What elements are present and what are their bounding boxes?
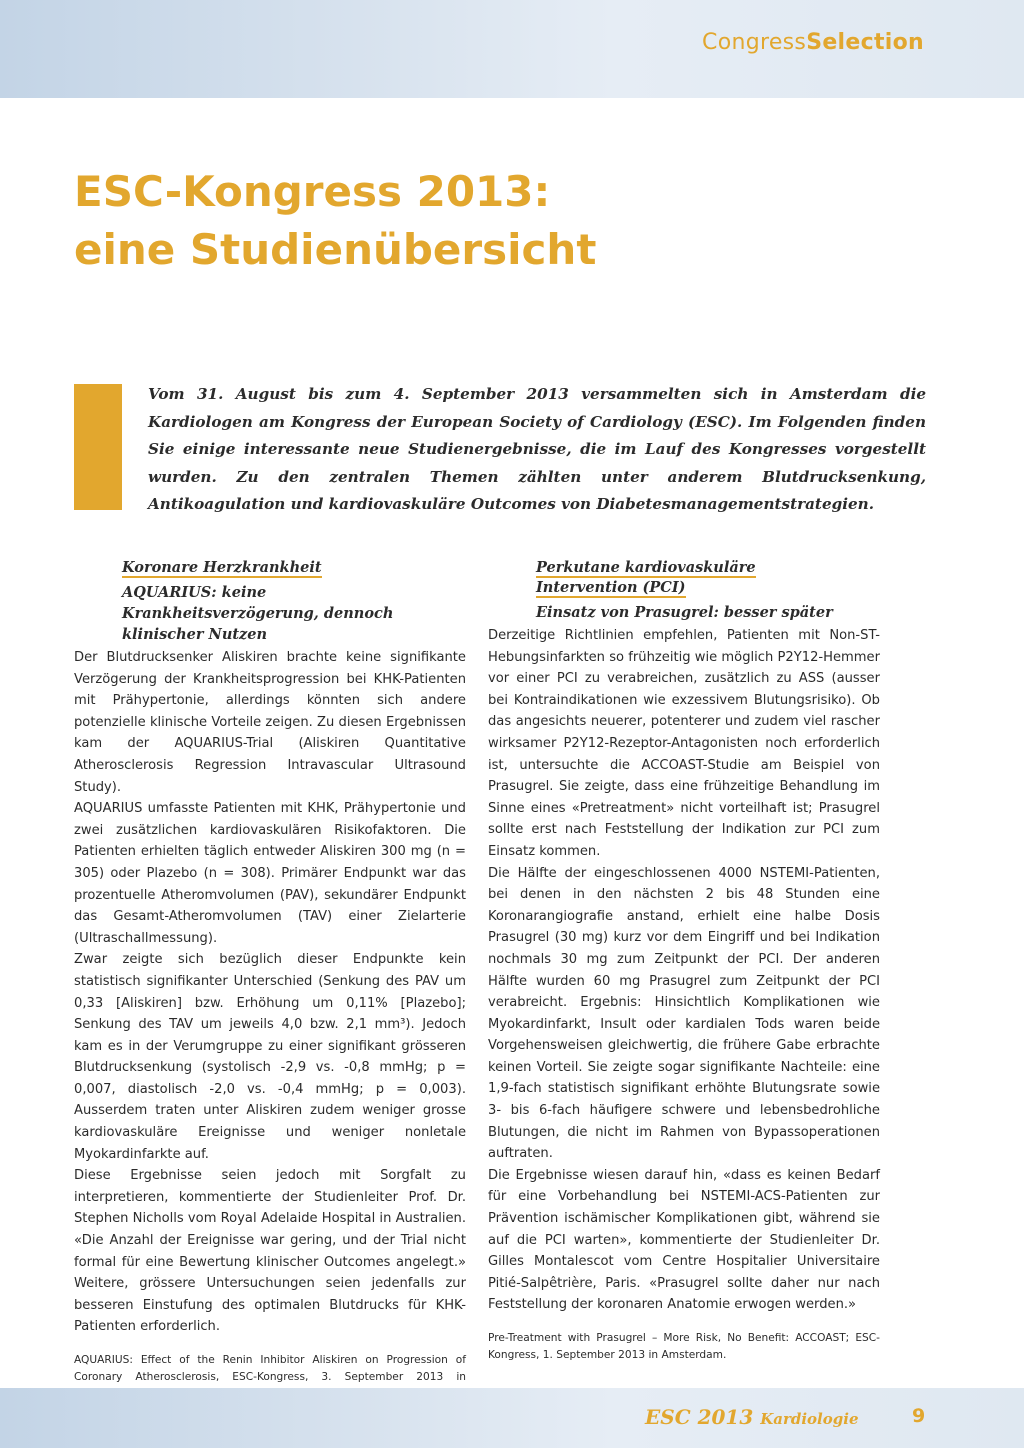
section-heading-line2: Intervention (PCI) <box>536 579 686 596</box>
title-line1: ESC-Kongress 2013: <box>74 167 551 216</box>
subheading-prasugrel: Einsatz von Prasugrel: besser später <box>536 604 833 621</box>
left-column <box>74 558 466 1402</box>
right-column <box>488 558 880 1363</box>
section-heading-line1: Perkutane kardiovaskuläre <box>536 559 756 576</box>
footer-publication <box>645 1405 859 1429</box>
brand-part1: Congress <box>702 30 807 55</box>
paragraph: AQUARIUS umfasste Patienten mit KHK, Prähypertonie und zwei zusätzlichen kardiovaskulären Risikofaktoren. Die Patienten erhielten täglich entweder Aliskiren 300 mg (n = 305) oder Plazebo (n = 308). Primärer Endpunkt war das prozentuelle Atheromvolumen (PAV), sekundärer Endpunkt das Gesamt-Atheromvolumen (TAV) einer Zielarterie (Ultraschallmessung). <box>74 801 466 946</box>
footer-band <box>0 1388 1024 1448</box>
paragraph: Diese Ergebnisse seien jedoch mit Sorgfalt zu interpretieren, kommentierte der Studienleiter Prof. Dr. Stephen Nicholls vom Royal Adelaide Hospital in Australien. «Die Anzahl der Ereignisse war gering, und der Trial nicht formal für eine Bewertung klinischer Outcomes angelegt.» Weitere, grössere Untersuchungen seien jedenfalls zur besseren Einstufung des optimalen Blutdrucks für KHK-Patienten erforderlich. <box>74 1168 466 1335</box>
reference-note: Pre-Treatment with Prasugrel – More Risk, No Benefit: ACCOAST; ESC-Kongress, 1. September 2013 in Amsterdam. <box>488 1332 880 1361</box>
paragraph: Der Blutdrucksenker Aliskiren brachte keine signifikante Verzögerung der Krankheitsprogression bei KHK-Patienten mit Prähypertonie, allerdings könnten sich andere potenzielle klinische Vorteile zeigen. Zu diesen Ergebnissen kam der AQUARIUS-Trial (Aliskiren Quantitative Atherosclerosis Regression Intravascular Ultrasound Study). <box>74 650 466 795</box>
footer-label-sub: Kardiologie <box>760 1410 859 1428</box>
title-line2: eine Studienübersicht <box>74 225 597 274</box>
reference-note: AQUARIUS: Effect of the Renin Inhibitor Aliskiren on Progression of Coronary Atherosclerosis, ESC-Kongress, 3. September 2013 in <box>74 1354 466 1383</box>
section-heading-text: Koronare Herzkrankheit <box>122 559 322 576</box>
article-intro: Vom 31. August bis zum 4. September 2013 versammelten sich in Amsterdam die Kardiologen am Kongress der European Society of Cardiology (ESC). Im Folgenden finden Sie einige interessante neue Studienergebnisse, die im Lauf des Kongresses vorgestellt wurden. Zu den zentralen Themen zählten unter anderem Blutdrucksenkung, Antikoagulation und kardiovaskuläre Outcomes von Diabetesmanagementstrategien. <box>148 385 926 514</box>
left-body <box>74 647 466 1338</box>
section-heading-pci <box>536 558 880 598</box>
subheading-aquarius: AQUARIUS: keine Krankheitsverzögerung, dennoch klinischer Nutzen <box>122 584 394 643</box>
paragraph: Die Ergebnisse wiesen darauf hin, «dass es keinen Bedarf für eine Vorbehandlung bei NSTEMI-ACS-Patienten zur Prävention ischämischer Komplikationen gibt, während sie auf die PCI warten», kommentierte der Studienleiter Dr. Gilles Montalescot vom Centre Hospitalier Universitaire Pitié-Salpêtrière, Paris. «Prasugrel sollte daher nur nach Feststellung der koronaren Anatomie erwogen werden.» <box>488 1167 880 1313</box>
article-title <box>74 163 954 279</box>
page-number: 9 <box>912 1405 926 1427</box>
right-body <box>488 625 880 1316</box>
intro-accent-bar <box>74 384 122 510</box>
paragraph: Derzeitige Richtlinien empfehlen, Patienten mit Non-ST-Hebungsinfarkten so frühzeitig wie möglich P2Y12-Hemmer vor einer PCI zu verabreichen, zusätzlich zu ASS (ausser bei Kontraindikationen wie exzessivem Blutungsrisiko). Ob das angesichts neuerer, potenterer und zudem viel rascher wirksamer P2Y12-Rezeptor-Antagonisten noch erforderlich ist, untersuchte die ACCOAST-Studie am Beispiel von Prasugrel. Sie zeigte, dass eine frühzeitige Behandlung im Sinne eines «Pretreatment» nicht vorteilhaft ist; Prasugrel sollte erst nach Feststellung der Indikation zur PCI zum Einsatz kommen. <box>488 628 880 859</box>
brand-part2: Selection <box>806 30 924 55</box>
section-heading-khk <box>122 558 466 578</box>
paragraph: Zwar zeigte sich bezüglich dieser Endpunkte kein statistisch signifikanter Unterschied (Senkung des PAV um 0,33 [Aliskiren] bzw. Erhöhung um 0,11% [Plazebo]; Senkung des TAV um jeweils 4,0 bzw. 2,1 mm³). Jedoch kam es in der Verumgruppe zu einer signifikant grösseren Blutdrucksenkung (systolisch -2,9 vs. -0,8 mmHg; p = 0,007, diastolisch -2,0 vs. -0,4 mmHg; p = 0,003). Ausserdem traten unter Aliskiren zudem weniger grosse kardiovaskuläre Ereignisse und weniger nonletale Myokardinfarkte auf. <box>74 952 466 1162</box>
footer-label-main: ESC 2013 <box>645 1405 754 1429</box>
paragraph: Die Hälfte der eingeschlossenen 4000 NSTEMI-Patienten, bei denen in den nächsten 2 bis 48 Stunden eine Koronarangiografie anstand, erhielt eine halbe Dosis Prasugrel (30 mg) kurz vor dem Eingriff und bei Indikation nochmals 30 mg zum Zeitpunkt der PCI. Der anderen Hälfte wurden 60 mg Prasugrel zum Zeitpunkt der PCI verabreicht. Ergebnis: Hinsichtlich Komplikationen wie Myokardinfarkt, Insult oder kardialen Tods waren beide Vorgehensweisen gleichwertig, die frühere Gabe erbrachte keinen Vorteil. Sie zeigte sogar signifikante Nachteile: eine 1,9-fach statistisch signifikant erhöhte Blutungsrate sowie 3- bis 6-fach häufigere schwere und lebensbedrohliche Blutungen, die nicht im Rahmen von Bypassoperationen auftraten. <box>488 865 880 1162</box>
brand-logo <box>702 30 924 55</box>
